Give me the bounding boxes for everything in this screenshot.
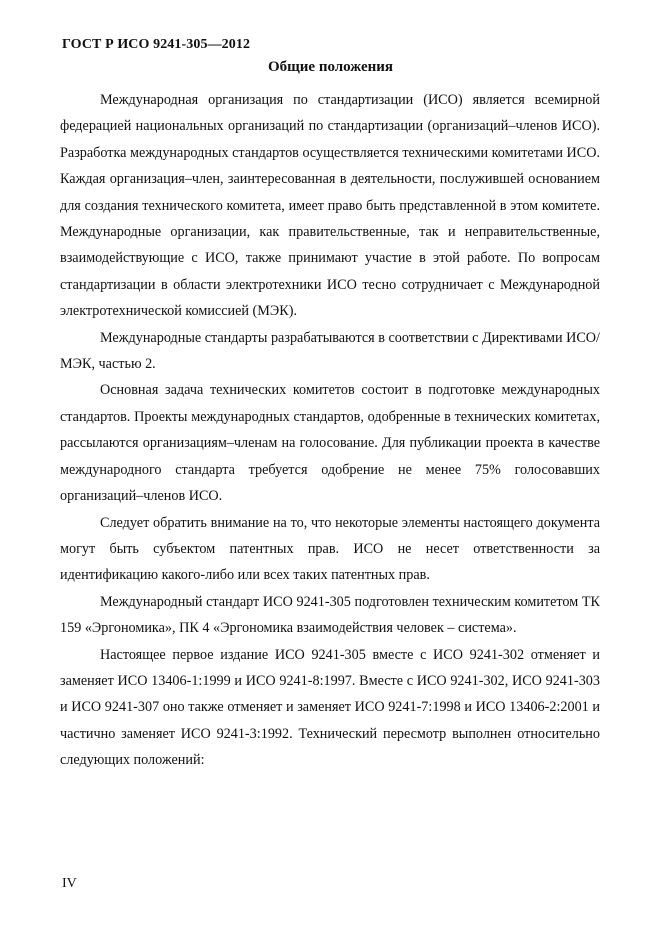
section-title: Общие положения [267,59,394,75]
paragraph-directives: Международные стандарты разрабатываются в соответствии с Директивами ИСО/МЭК, частью 2. [60,329,600,373]
body-text [60,87,600,774]
paragraph-patent-rights: Следует обратить внимание на то, что некоторые элементы настоящего документа могут быть субъектом патентных прав. ИСО не несет ответственности за идентификацию какого-либо или всех таких патентных прав. [60,514,600,584]
paragraph-iso-organization: Международная организация по стандартизации (ИСО) является всемирной федерацией национальных организаций по стандартизации (организаций–членов ИСО). Разработка международных стандартов осуществляется техническими комитетами ИСО. Каждая организация–член, заинтересованная в деятельности, послужившей основанием для создания технического комитета, имеет право быть представленной в этом комитете. Международные организации, как правительственные, так и неправительственные, взаимодействующие с ИСО, также принимают участие в этой работе. По вопросам стандартизации в области электротехники ИСО тесно сотрудничает с Международной электротехнической комиссией (МЭК). [60,92,600,320]
page-number: IV [62,876,77,891]
paragraph-prepared-by: Международный стандарт ИСО 9241-305 подготовлен техническим комитетом ТК 159 «Эргономика», ПК 4 «Эргономика взаимодействия человек – система». [60,593,600,637]
document-header: ГОСТ Р ИСО 9241-305—2012 [62,37,251,52]
paragraph-first-edition: Настоящее первое издание ИСО 9241-305 вместе с ИСО 9241-302 отменяет и заменяет ИСО 13406-1:1999 и ИСО 9241-8:1997. Вместе с ИСО 9241-302, ИСО 9241-303 и ИСО 9241-307 оно также отменяет и заменяет ИСО 9241-7:1998 и ИСО 13406-2:2001 и частично заменяет ИСО 9241-3:1992. Технический пересмотр выполнен относительно следующих положений: [60,646,600,769]
paragraph-main-task: Основная задача технических комитетов состоит в подготовке международных стандартов. Проекты международных стандартов, одобренные в технических комитетах, рассылаются организациям–членам на голосование. Для публикации проекта в качестве международного стандарта требуется одобрение не менее 75% голосовавших организаций–членов ИСО. [60,382,600,505]
